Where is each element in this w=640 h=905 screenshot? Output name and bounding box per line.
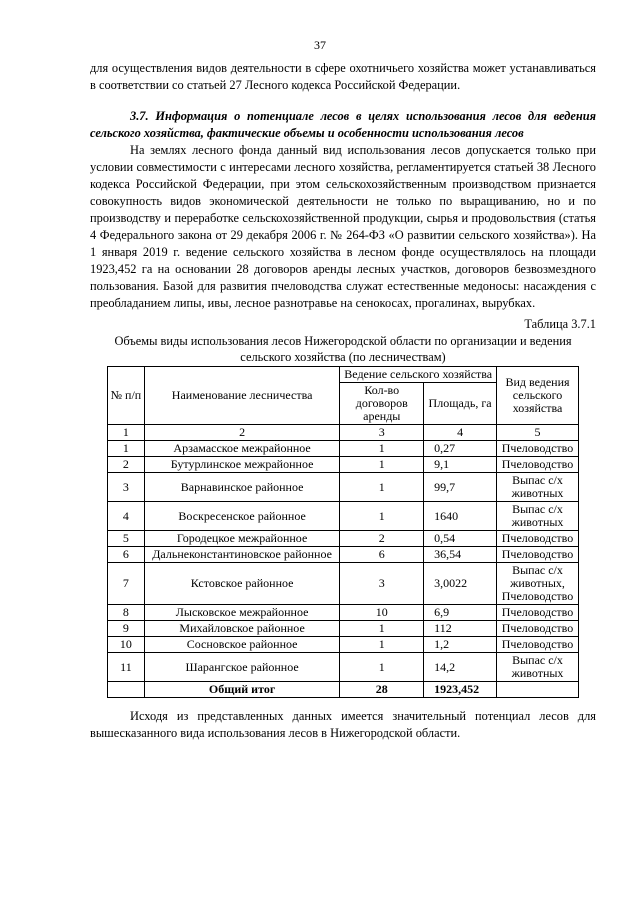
row-type: Выпас с/х животных, Пчеловодство: [497, 563, 579, 605]
total-type-cell: [497, 682, 579, 698]
table-title: Объемы виды использования лесов Нижегородской области по организации и ведения сельского хозяйства (по лесничествам): [114, 334, 572, 364]
row-name: Дальнеконстантиновское районное: [144, 547, 340, 563]
row-area: 3,0022: [424, 563, 497, 605]
table-body: [108, 441, 579, 682]
row-contracts: 1: [340, 473, 424, 502]
total-label: Общий итог: [144, 682, 340, 698]
row-area: 1640: [424, 502, 497, 531]
row-contracts: 10: [340, 605, 424, 621]
header-contracts: Кол-во договоров аренды: [340, 383, 424, 425]
page-number: 37: [314, 38, 326, 52]
header-agriculture: Ведение сельского хозяйства: [340, 367, 497, 383]
row-type: Пчеловодство: [497, 637, 579, 653]
row-type: Пчеловодство: [497, 605, 579, 621]
total-area: 1923,452: [424, 682, 497, 698]
row-area: 0,54: [424, 531, 497, 547]
row-area: 14,2: [424, 653, 497, 682]
row-contracts: 1: [340, 653, 424, 682]
header-area: Площадь, га: [424, 383, 497, 425]
row-contracts: 1: [340, 502, 424, 531]
row-area: 36,54: [424, 547, 497, 563]
table-row: [108, 531, 579, 547]
forestry-table: [107, 366, 579, 698]
total-num-cell: [108, 682, 145, 698]
row-num: 7: [108, 563, 145, 605]
row-contracts: 1: [340, 457, 424, 473]
row-num: 5: [108, 531, 145, 547]
row-name: Бутурлинское межрайонное: [144, 457, 340, 473]
table-row: [108, 502, 579, 531]
row-name: Городецкое межрайонное: [144, 531, 340, 547]
row-area: 1,2: [424, 637, 497, 653]
row-type: Пчеловодство: [497, 621, 579, 637]
closing-paragraph: Исходя из представленных данных имеется значительный потенциал лесов для вышесказанного вида использования лесов в Нижегородской области.: [90, 709, 596, 740]
row-name: Михайловское районное: [144, 621, 340, 637]
table-row: [108, 637, 579, 653]
row-name: Шарангское районное: [144, 653, 340, 682]
row-area: 99,7: [424, 473, 497, 502]
row-contracts: 6: [340, 547, 424, 563]
row-num: 3: [108, 473, 145, 502]
row-contracts: 1: [340, 621, 424, 637]
row-type: Выпас с/х животных: [497, 653, 579, 682]
document-body: [90, 60, 596, 742]
row-num: 2: [108, 457, 145, 473]
row-contracts: 1: [340, 637, 424, 653]
table-row: [108, 473, 579, 502]
row-type: Пчеловодство: [497, 457, 579, 473]
header-num: № п/п: [108, 367, 145, 425]
header-name: Наименование лесничества: [144, 367, 340, 425]
row-name: Варнавинское районное: [144, 473, 340, 502]
table-row: [108, 563, 579, 605]
header-type: Вид ведения сельского хозяйства: [497, 367, 579, 425]
row-area: 0,27: [424, 441, 497, 457]
table-row: [108, 621, 579, 637]
row-num: 1: [108, 441, 145, 457]
row-area: 112: [424, 621, 497, 637]
column-number-row: [108, 425, 579, 441]
section-heading: 3.7. Информация о потенциале лесов в целях использования лесов для ведения сельского хозяйства, фактические объемы и особенности использования лесов: [90, 109, 596, 140]
row-type: Пчеловодство: [497, 547, 579, 563]
row-area: 9,1: [424, 457, 497, 473]
intro-paragraph: для осуществления видов деятельности в сфере охотничьего хозяйства может устанавливаться в соответствии со статьей 27 Лесного кодекса Российской Федерации.: [90, 61, 596, 92]
table-row: [108, 441, 579, 457]
total-row: [108, 682, 579, 698]
total-contracts: 28: [340, 682, 424, 698]
column-number: 2: [144, 425, 340, 441]
row-num: 11: [108, 653, 145, 682]
row-type: Пчеловодство: [497, 531, 579, 547]
row-contracts: 2: [340, 531, 424, 547]
column-number: 1: [108, 425, 145, 441]
table-row: [108, 653, 579, 682]
row-type: Пчеловодство: [497, 441, 579, 457]
row-name: Кстовское районное: [144, 563, 340, 605]
row-name: Сосновское районное: [144, 637, 340, 653]
body-paragraph: На землях лесного фонда данный вид использования лесов допускается только при условии совместимости с интересами лесного хозяйства, регламентируется статьей 38 Лесного кодекса Российской Федерации, при этом сельскохозяйственным производством признается совокупность видов экономической деятельности не только по выращиванию, но и по производству и переработке сельскохозяйственной продукции, сырья и продовольствия (статья 4 Федерального закона от 29 декабря 2006 г. № 264-ФЗ «О развитии сельского хозяйства»). На 1 января 2019 г. ведение сельского хозяйства в лесном фонде осуществлялось на площади 1923,452 га на основании 28 договоров аренды лесных участков, договоров безвозмездного пользования. Базой для развития пчеловодства служат естественные медоносы: насаждения с преобладанием липы, ивы, лесное разнотравье на сенокосах, прогалинах, вырубках.: [90, 143, 596, 310]
row-num: 9: [108, 621, 145, 637]
column-number: 5: [497, 425, 579, 441]
row-contracts: 1: [340, 441, 424, 457]
row-area: 6,9: [424, 605, 497, 621]
row-name: Лысковское межрайонное: [144, 605, 340, 621]
row-num: 6: [108, 547, 145, 563]
table-row: [108, 605, 579, 621]
column-number: 4: [424, 425, 497, 441]
table-row: [108, 547, 579, 563]
row-num: 10: [108, 637, 145, 653]
row-name: Арзамасское межрайонное: [144, 441, 340, 457]
table-label: Таблица 3.7.1: [524, 317, 596, 331]
table-row: [108, 457, 579, 473]
column-number: 3: [340, 425, 424, 441]
row-name: Воскресенское районное: [144, 502, 340, 531]
row-num: 8: [108, 605, 145, 621]
row-type: Выпас с/х животных: [497, 502, 579, 531]
row-num: 4: [108, 502, 145, 531]
row-contracts: 3: [340, 563, 424, 605]
row-type: Выпас с/х животных: [497, 473, 579, 502]
